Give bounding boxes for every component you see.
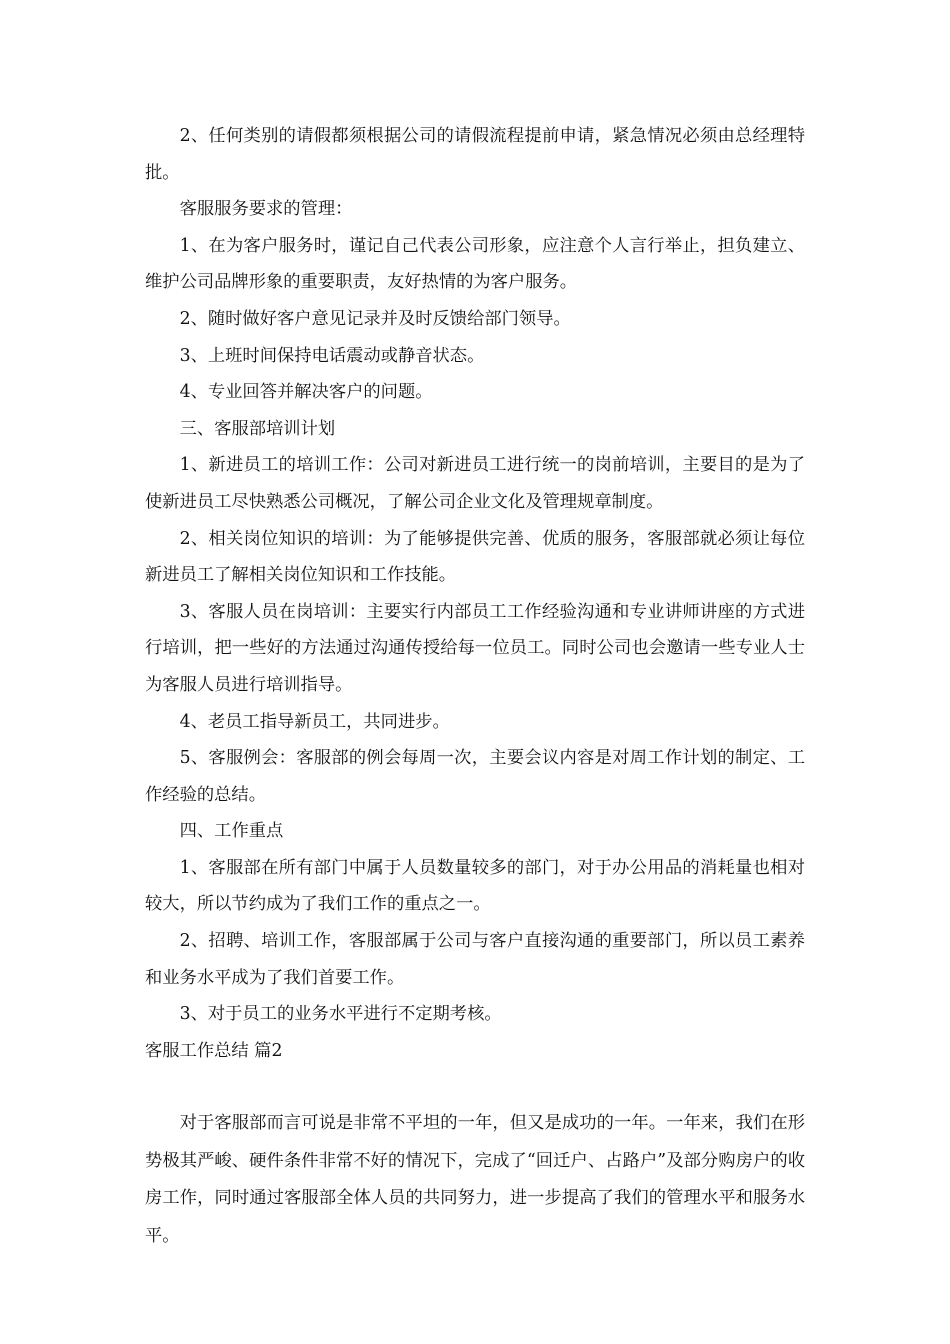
document-body xyxy=(145,118,805,1255)
paragraph-feedback-record: 2、随时做好客户意见记录并及时反馈给部门领导。 xyxy=(179,308,571,329)
section-part2 xyxy=(145,1105,805,1255)
paragraph-new-staff-training: 1、新进员工的培训工作：公司对新进员工进行统一的岗前培训，主要目的是为了使新进员工尽快熟悉公司概况，了解公司企业文化及管理规章制度。 xyxy=(145,455,805,512)
paragraph-year-summary: 对于客服部而言可说是非常不平坦的一年，但又是成功的一年。一年来，我们在形势极其严峻、硬件条件非常不好的情况下，完成了“回迁户、占路户”及部分购房户的收房工作，同时通过客服部全体人员的共同努力，进一步提高了我们的管理水平和服务水平。 xyxy=(145,1113,805,1246)
section-heading-work-focus: 四、工作重点 xyxy=(179,821,284,842)
article-heading-part2: 客服工作总结 篇2 xyxy=(145,1040,283,1061)
paragraph-on-the-job-training: 3、客服人员在岗培训：主要实行内部员工工作经验沟通和专业讲师讲座的方式进行培训，把一些好的方法通过沟通传授给每一位员工。同时公司也会邀请一些专业人士为客服人员进行培训指导。 xyxy=(145,601,805,695)
paragraph-service-requirements-title: 客服服务要求的管理： xyxy=(179,199,353,220)
paragraph-mentoring: 4、老员工指导新员工，共同进步。 xyxy=(179,711,450,732)
paragraph-recruitment: 2、招聘、培训工作，客服部属于公司与客户直接沟通的重要部门，所以员工素养和业务水平成为了我们首要工作。 xyxy=(145,931,805,988)
paragraph-phone-silent: 3、上班时间保持电话震动或静音状态。 xyxy=(179,345,485,366)
paragraph-irregular-assessment: 3、对于员工的业务水平进行不定期考核。 xyxy=(179,1004,502,1025)
paragraph-answer-questions: 4、专业回答并解决客户的问题。 xyxy=(179,382,433,403)
paragraph-weekly-meeting: 5、客服例会：客服部的例会每周一次，主要会议内容是对周工作计划的制定、工作经验的总结。 xyxy=(145,748,805,805)
paragraph-leave-approval: 2、任何类别的请假都须根据公司的请假流程提前申请，紧急情况必须由总经理特批。 xyxy=(145,126,805,183)
paragraph-service-image: 1、在为客户服务时，谨记自己代表公司形象，应注意个人言行举止，担负建立、维护公司品牌形象的重要职责，友好热情的为客户服务。 xyxy=(145,235,805,293)
paragraph-job-knowledge-training: 2、相关岗位知识的培训：为了能够提供完善、优质的服务，客服部就必须让每位新进员工了解相关岗位知识和工作技能。 xyxy=(145,528,805,586)
paragraph-saving-supplies: 1、客服部在所有部门中属于人员数量较多的部门，对于办公用品的消耗量也相对较大，所以节约成为了我们工作的重点之一。 xyxy=(145,857,805,915)
section-heading-training-plan: 三、客服部培训计划 xyxy=(179,418,336,439)
